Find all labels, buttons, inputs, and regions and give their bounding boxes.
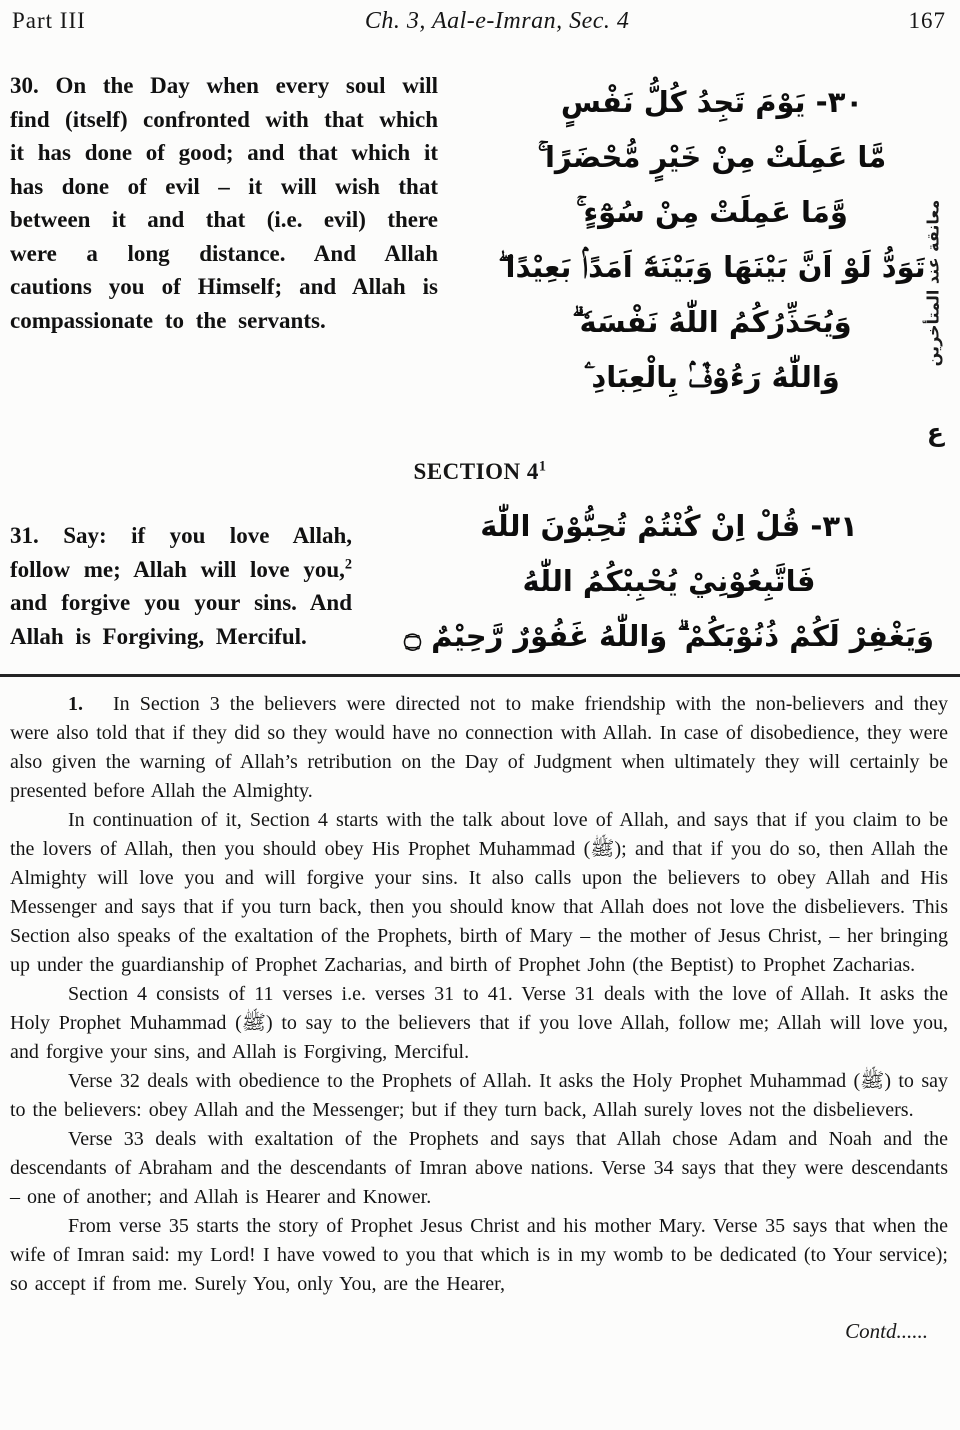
- section-footnote-ref: 1: [538, 458, 547, 475]
- arabic-line: وَيُحَذِّرُكُمُ اللّٰهُ نَفْسَهٗ ۗ: [572, 305, 852, 339]
- arabic-line: وَيَغْفِرْ لَكُمْ ذُنُوْبَكُمْ ۗ وَاللّٰهُ غَفُوْرٌ رَّحِيْمٌ ۝: [404, 619, 934, 653]
- verse-30-row: [0, 69, 960, 405]
- verse-31-arabic: [352, 499, 950, 664]
- verse-30-translation: 30. On the Day when every soul will find (itself) confronted with that which it has done of good; and that which it has done of evil – it will wish that between it and that (i.e. evil) there were a long distance. And Allah cautions you of Himself; and Allah is compassionate to the servants.: [10, 73, 438, 333]
- verse-31-text-before: 31. Say: if you love Allah, follow me; Allah will love you,: [10, 523, 353, 582]
- footnote-number: 1.: [68, 693, 83, 715]
- footnote-paragraph: In continuation of it, Section 4 starts with the talk about love of Allah, and says that if you claim to be the lovers of Allah, then you should obey His Prophet Muhammad (ﷺ); and that if you do so, then Allah the Almighty will love you and will forgive your sins. It also calls upon the believers to obey Allah and His Messenger and says that if you turn back, then you should know that Allah does not love the disbelievers. This Section also speaks of the exaltation of the Prophets, birth of Mary – the mother of Jesus Christ, – her bringing up under the guardianship of Prophet Zacharias, and birth of Prophet John (the Beptist) to Prophet Zacharias.: [10, 809, 949, 976]
- arabic-line: ٣١- قُلْ اِنْ كُنْتُمْ تُحِبُّوْنَ اللّٰهَ: [480, 509, 858, 543]
- chapter-title: Ch. 3, Aal-e-Imran, Sec. 4: [364, 8, 630, 34]
- verse-31-row: [0, 499, 960, 664]
- arabic-line: تَوَدُّ لَوْ اَنَّ بَيْنَهَا وَبَيْنَهٗٓ اَمَدًاۢ بَعِيْدًا ۖ: [498, 250, 926, 284]
- verse-31-translation: [10, 499, 352, 664]
- arabic-line: مَّا عَمِلَتْ مِنْ خَيْرٍ مُّحْضَرًا ۚ: [537, 140, 887, 174]
- footnote-text: In Section 3 the believers were directed not to make friendship with the non-believers and they were also told that if they did so they would have no connection with Allah. In case of disobedience, they were also given the warning of Allah’s retribution on the Day of Judgment when ultimately they will certainly be presented before Allah the Almighty.: [10, 693, 948, 802]
- page-number: 167: [908, 8, 946, 33]
- arabic-line: وَاللّٰهُ رَءُوْفٌۢ بِالْعِبَادِ ۧ: [584, 360, 840, 394]
- verse-31-text-after: and forgive you your sins. And Allah is Forgiving, Merciful.: [10, 590, 353, 649]
- margin-note: [910, 178, 956, 388]
- part-label: Part III: [12, 8, 86, 33]
- footnote-paragraph: Verse 32 deals with obedience to the Prophets of Allah. It asks the Holy Prophet Muhammad (ﷺ) to say to the believers: obey Allah and the Messenger; but if they turn back, Allah surely loves not the disbelievers.: [10, 1070, 948, 1121]
- footnote-paragraph: Verse 33 deals with exaltation of the Prophets and says that Allah chose Adam and Noah and the descendants of Abraham and the descendants of Imran above nations. Verse 34 says that they were descendants – one of another; and Allah is Hearer and Knower.: [10, 1128, 948, 1208]
- arabic-line: وَّمَا عَمِلَتْ مِنْ سُوْٓءٍ ۚ: [576, 195, 848, 229]
- continued-marker: Contd......: [845, 1319, 928, 1343]
- verse-30-arabic: [438, 69, 950, 405]
- footnote-paragraph: From verse 35 starts the story of Prophet Jesus Christ and his mother Mary. Verse 35 says that when the wife of Imran said: my Lord! I have vowed to you that which is in my womb to be dedicated (to Your service); so accept if from me. Surely You, only You, are the Hearer,: [10, 1215, 948, 1295]
- section-heading: [0, 459, 960, 485]
- arabic-line: فَاتَّبِعُوْنِيْ يُحْبِبْكُمُ اللّٰهُ: [522, 564, 816, 598]
- arabic-line: ٣٠- يَوْمَ تَجِدُ كُلُّ نَفْسٍ: [560, 85, 864, 119]
- footnotes-section: [0, 677, 960, 1346]
- footnote-paragraph: [10, 690, 948, 806]
- ruku-marker: ع: [926, 418, 944, 447]
- footnote-paragraph: Section 4 consists of 11 verses i.e. verses 31 to 41. Verse 31 deals with the love of Allah. It asks the Holy Prophet Muhammad (ﷺ) to say to the believers that if you love Allah, follow me; Allah will love you, and forgive your sins, and Allah is Forgiving, Merciful.: [10, 983, 949, 1063]
- verse-31-footnote-ref: 2: [344, 555, 353, 572]
- margin-note-text: معانقة عند المتأخرين: [923, 199, 943, 367]
- section-heading-label: SECTION 4: [413, 459, 539, 484]
- page-header: [0, 0, 960, 35]
